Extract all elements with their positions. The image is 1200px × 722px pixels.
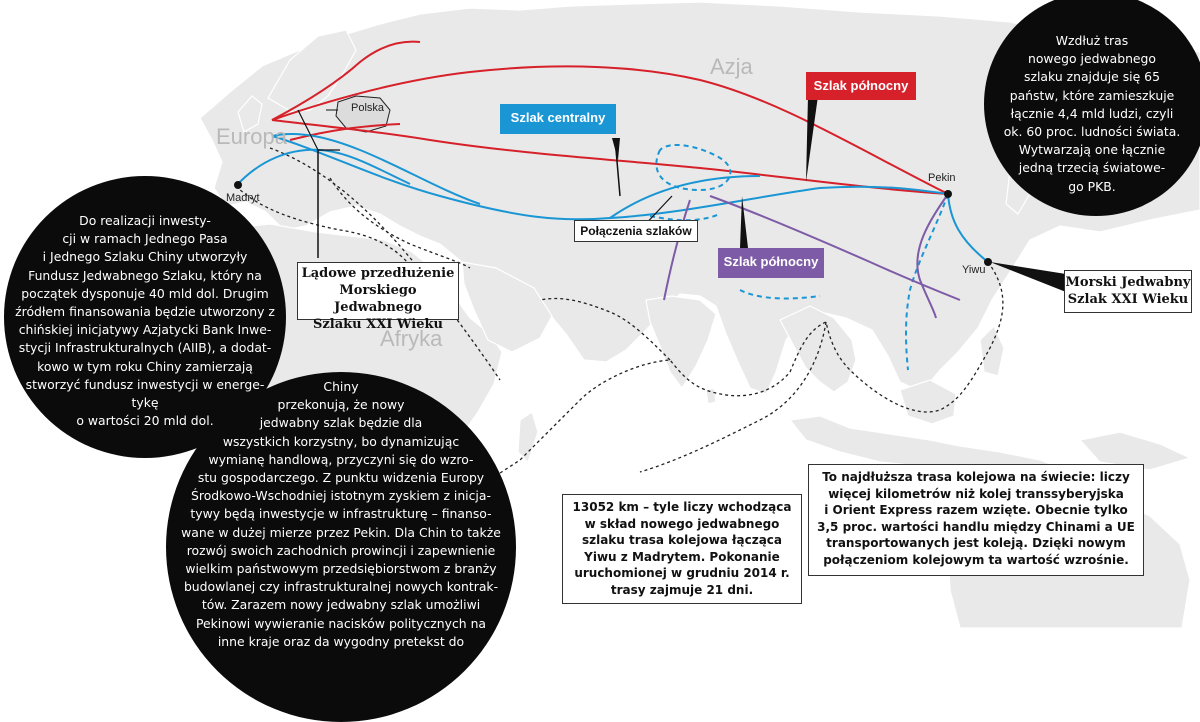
region-label-europe: Europa (216, 124, 287, 149)
label-maritime-route: Morski Jedwabny Szlak XXI Wieku (1064, 270, 1192, 313)
region-label-africa: Afryka (380, 326, 443, 351)
note-yiwu-madrid: 13052 km – tyle liczy wchodząca w skład nowego jedwabnego szlaku trasa kolejowa łącząca Yiwu z Madrytem. Pokonanie uruchomionej w grudniu 2014 r. trasy zajmuje 21 dni. (562, 494, 802, 604)
southeast-asia-landmass (780, 306, 856, 392)
philippines-landmass (980, 326, 1004, 376)
beijing-dot (944, 190, 952, 198)
bubble-china-text: Chiny przekonują, że nowy jedwabny szlak będzie dla wszystkich korzystny, bo dynamizując wymianę handlową, przyczyni się do wzro- stu gospodarczego. Z punktu widzenia Europy Środkowo-Wschodniej istotnym zyskiem z inicja- tywy będą inwestycje w infrastrukturę – finanso- wane w dużej mierze przez Pekin. Dla Chin to także rozwój swoich zachodnich prowincji i zapewnienie wielkim państwowym przedsiębiorstwom z branży budowlanej czy infrastrukturalnej nowych kontrak- tów. Zarazem nowy jedwabny szlak umożliwi Pekinowi wywieranie nacisków politycznych na inne kraje oraz da wygodny pretekst do (181, 379, 501, 649)
tag-north-route-purple: Szlak północny (718, 248, 824, 278)
madrid-dot (234, 181, 242, 189)
tag-central-route: Szlak centralny (500, 104, 616, 134)
borneo-landmass (900, 380, 956, 424)
city-label-yiwu: Yiwu (962, 264, 986, 276)
madagascar-landmass (518, 412, 538, 462)
label-land-extension: Lądowe przedłużenie Morskiego Jedwabnego Szlaku XXI Wieku (297, 262, 459, 320)
city-label-beijing: Pekin (928, 172, 956, 184)
region-label-asia: Azja (710, 54, 753, 79)
city-label-madrid: Madryt (226, 192, 260, 204)
bubble-states (984, 0, 1200, 216)
note-longest-railway: To najdłuższa trasa kolejowa na świecie: liczy więcej kilometrów niż kolej transsyberyjska i Orient Express razem wzięte. Obecnie tylko 3,5 proc. wartości handlu między Chinami a UE transportowanych jest koleją. Dzięki nowym połączeniom kolejowym ta wartość wzrośnie. (808, 464, 1144, 576)
bubble-states-text: Wzdłuż tras nowego jedwabnego szlaku znajduje się 65 państw, które zamieszkuje łącznie 4,4 mld ludzi, czyli ok. 60 proc. ludności świata. Wytwarzają one łącznie jedną trzecią światowe- go PKB. (1003, 33, 1181, 194)
label-route-connections: Połączenia szlaków (574, 220, 698, 242)
bubble-fund-text: Do realizacji inwesty- cji w ramach Jednego Pasa i Jednego Szlaku Chiny utworzyły Fundusz Jedwabnego Szlaku, który na początek dysponuje 40 mld dol. Drugim źródłem finansowania będzie utworzony z chińskiej inicjatywy Azjatycki Bank Inwe- stycji Infrastrukturalnych (AIIB), a dodat- kowo w tym roku Chiny zamierzają stworzyć fundusz inwestycji w energe- tykę o wartości 20 mld dol. (15, 213, 275, 429)
bubble-china (166, 372, 516, 722)
india-landmass (646, 296, 716, 388)
tag-north-route-red: Szlak północny (806, 72, 916, 100)
country-label-poland: Polska (351, 102, 385, 114)
